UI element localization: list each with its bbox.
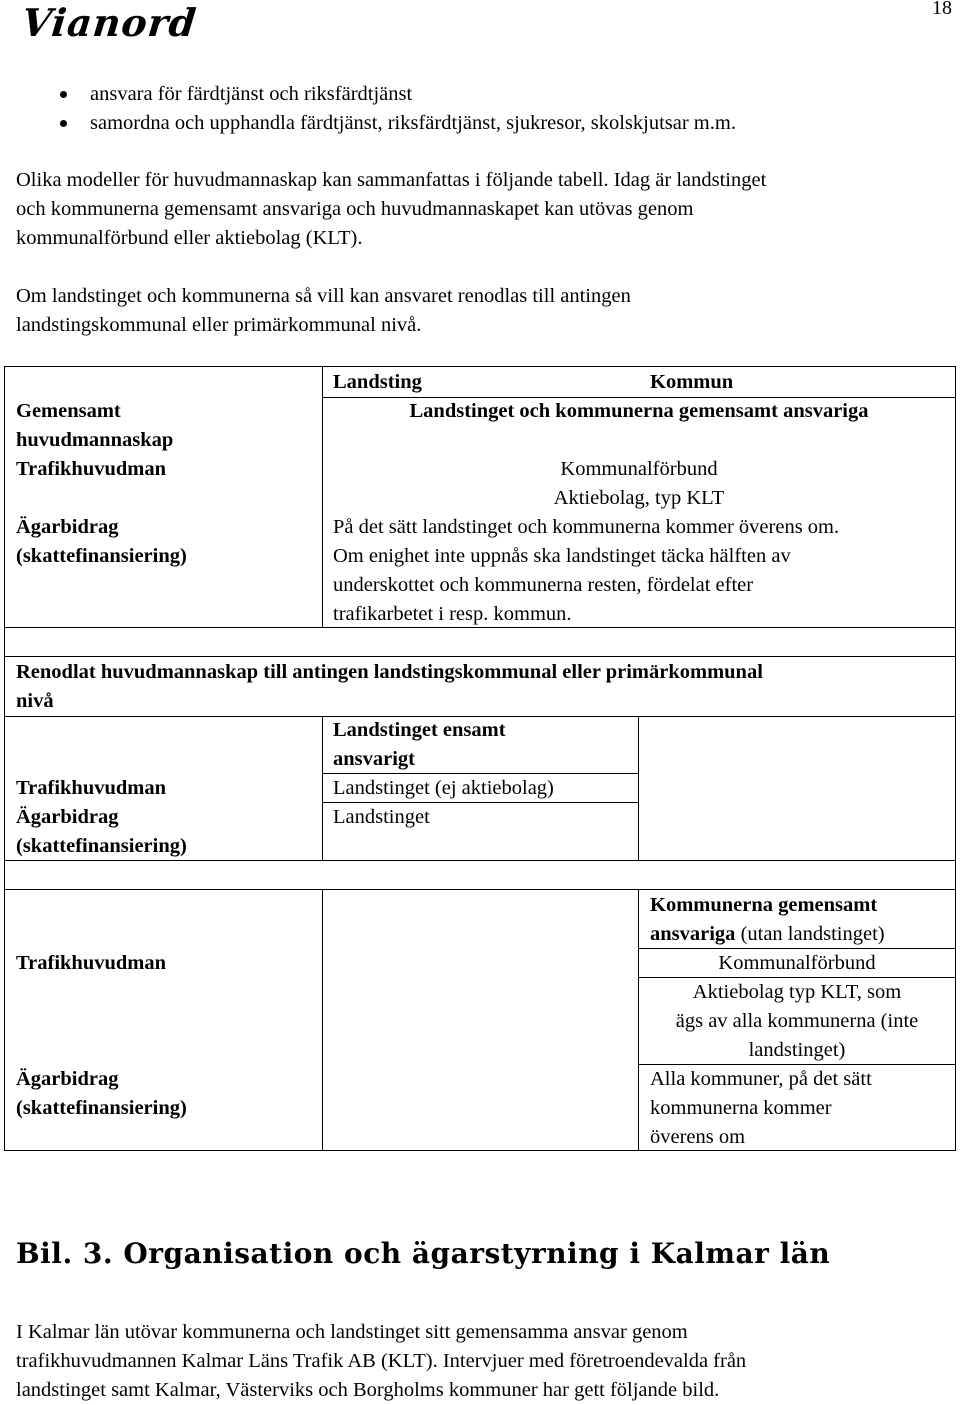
kommunerna-kommunalforbund: Kommunalförbund <box>718 952 876 974</box>
text-line: kommunerna kommer <box>650 1097 832 1119</box>
page-number: 18 <box>932 0 952 19</box>
column-header-landsting: Landsting <box>333 371 422 393</box>
gemensamt-heading: Landstinget och kommunerna gemensamt ansvariga <box>409 400 869 422</box>
text-line: Om enighet inte uppnås ska landstinget täcka hälften av <box>333 545 791 567</box>
bullet-list <box>60 80 736 138</box>
text-line: Olika modeller för huvudmannaskap kan sammanfattas i följande tabell. Idag är landstinget <box>16 169 767 191</box>
list-item: samordna och upphandla färdtjänst, riksfärdtjänst, sjukresor, skolskjutsar m.m. <box>60 109 736 138</box>
text-line: Renodlat huvudmannaskap till antingen landstingskommunal eller primärkommunal <box>16 661 763 683</box>
table-border <box>955 860 956 889</box>
text-line: På det sätt landstinget och kommunerna kommer överens om. <box>333 516 840 538</box>
text-line <box>650 920 885 949</box>
section-heading: Bil. 3. Organisation och ägarstyrning i Kalmar län <box>16 1237 831 1270</box>
text-span: ansvariga <box>650 923 736 945</box>
table-border <box>955 656 956 716</box>
text-line: Ägarbidrag <box>16 516 119 538</box>
text-line: (skattefinansiering) <box>16 1097 187 1119</box>
table-border <box>4 860 5 889</box>
text-line: Gemensamt <box>16 400 121 422</box>
text-span: (utan landstinget) <box>735 923 885 945</box>
table-border <box>4 716 5 860</box>
intro-paragraph-1 <box>16 166 946 253</box>
text-line: kommunalförbund eller aktiebolag (KLT). <box>16 227 363 249</box>
text-line: landstinget) <box>748 1039 846 1061</box>
table-border <box>638 716 639 860</box>
landstinget-ej-aktiebolag: Landstinget (ej aktiebolag) <box>333 777 554 799</box>
text-line: huvudmannaskap <box>16 429 174 451</box>
text-line: Ägarbidrag <box>16 1068 119 1090</box>
text-line: Trafikhuvudman <box>16 458 167 480</box>
table-border <box>322 716 323 860</box>
table-border <box>4 366 5 627</box>
table-border <box>4 656 5 716</box>
kommunerna-aktiebolag <box>638 978 956 1065</box>
text-line: Om landstinget och kommunerna så vill kan ansvaret renodlas till antingen <box>16 285 631 307</box>
list-item: ansvara för färdtjänst och riksfärdtjänst <box>60 80 736 109</box>
text-line: Aktiebolag typ KLT, som <box>692 981 902 1003</box>
text-line: ansvarigt <box>333 748 415 770</box>
row-label-gemensamt <box>16 397 173 484</box>
column-header-kommun: Kommun <box>650 371 734 393</box>
row-label-agarbidrag <box>16 513 187 571</box>
text-line: trafikarbetet i resp. kommun. <box>333 603 572 625</box>
table-border <box>4 627 5 656</box>
kommunerna-gemensamt <box>650 891 885 949</box>
text-line: Kommunerna gemensamt <box>650 894 878 916</box>
text-line: Ägarbidrag <box>16 806 119 828</box>
table-border <box>4 656 956 657</box>
text-line: överens om <box>650 1126 746 1148</box>
text-line: ägs av alla kommunerna (inte <box>675 1010 919 1032</box>
kommunerna-agarbidrag <box>650 1065 872 1152</box>
gemensamt-aktiebolag: Aktiebolag, typ KLT <box>553 487 725 509</box>
text-line: (skattefinansiering) <box>16 545 187 567</box>
text-line: nivå <box>16 690 54 712</box>
text-line: I Kalmar län utövar kommunerna och landstinget sitt gemensamma ansvar genom <box>16 1321 688 1343</box>
section-paragraph <box>16 1318 946 1405</box>
row-label-agarbidrag <box>16 1065 187 1123</box>
table-border <box>4 889 5 1150</box>
text-line: landstingskommunal eller primärkommunal nivå. <box>16 314 422 336</box>
row-label-agarbidrag <box>16 803 187 861</box>
row-label-trafikhuvudman: Trafikhuvudman <box>16 777 167 799</box>
text-line: landstinget samt Kalmar, Västerviks och Borgholms kommuner har gett följande bild. <box>16 1379 720 1401</box>
row-label-trafikhuvudman: Trafikhuvudman <box>16 952 167 974</box>
table-border <box>4 889 956 890</box>
text-line: Landstinget ensamt <box>333 719 506 741</box>
text-line: Alla kommuner, på det sätt <box>650 1068 872 1090</box>
vianord-logo: Vianord <box>19 0 199 45</box>
table-border <box>955 627 956 656</box>
landstinget-agarbidrag: Landstinget <box>333 806 430 828</box>
intro-paragraph-2 <box>16 282 946 340</box>
table-border <box>322 889 323 1150</box>
text-line: trafikhuvudmannen Kalmar Läns Trafik AB (KLT). Intervjuer med företroendevalda från <box>16 1350 747 1372</box>
renodlat-heading <box>16 658 946 716</box>
landstinget-ensamt <box>333 716 506 774</box>
text-line: (skattefinansiering) <box>16 835 187 857</box>
text-line: och kommunerna gemensamt ansvariga och huvudmannaskapet kan utövas genom <box>16 198 694 220</box>
text-line: underskottet och kommunerna resten, fördelat efter <box>333 574 754 596</box>
gemensamt-kommunalforbund: Kommunalförbund <box>560 458 718 480</box>
table-border <box>955 716 956 860</box>
table-border <box>4 366 956 367</box>
gemensamt-agarbidrag-text <box>333 513 953 629</box>
